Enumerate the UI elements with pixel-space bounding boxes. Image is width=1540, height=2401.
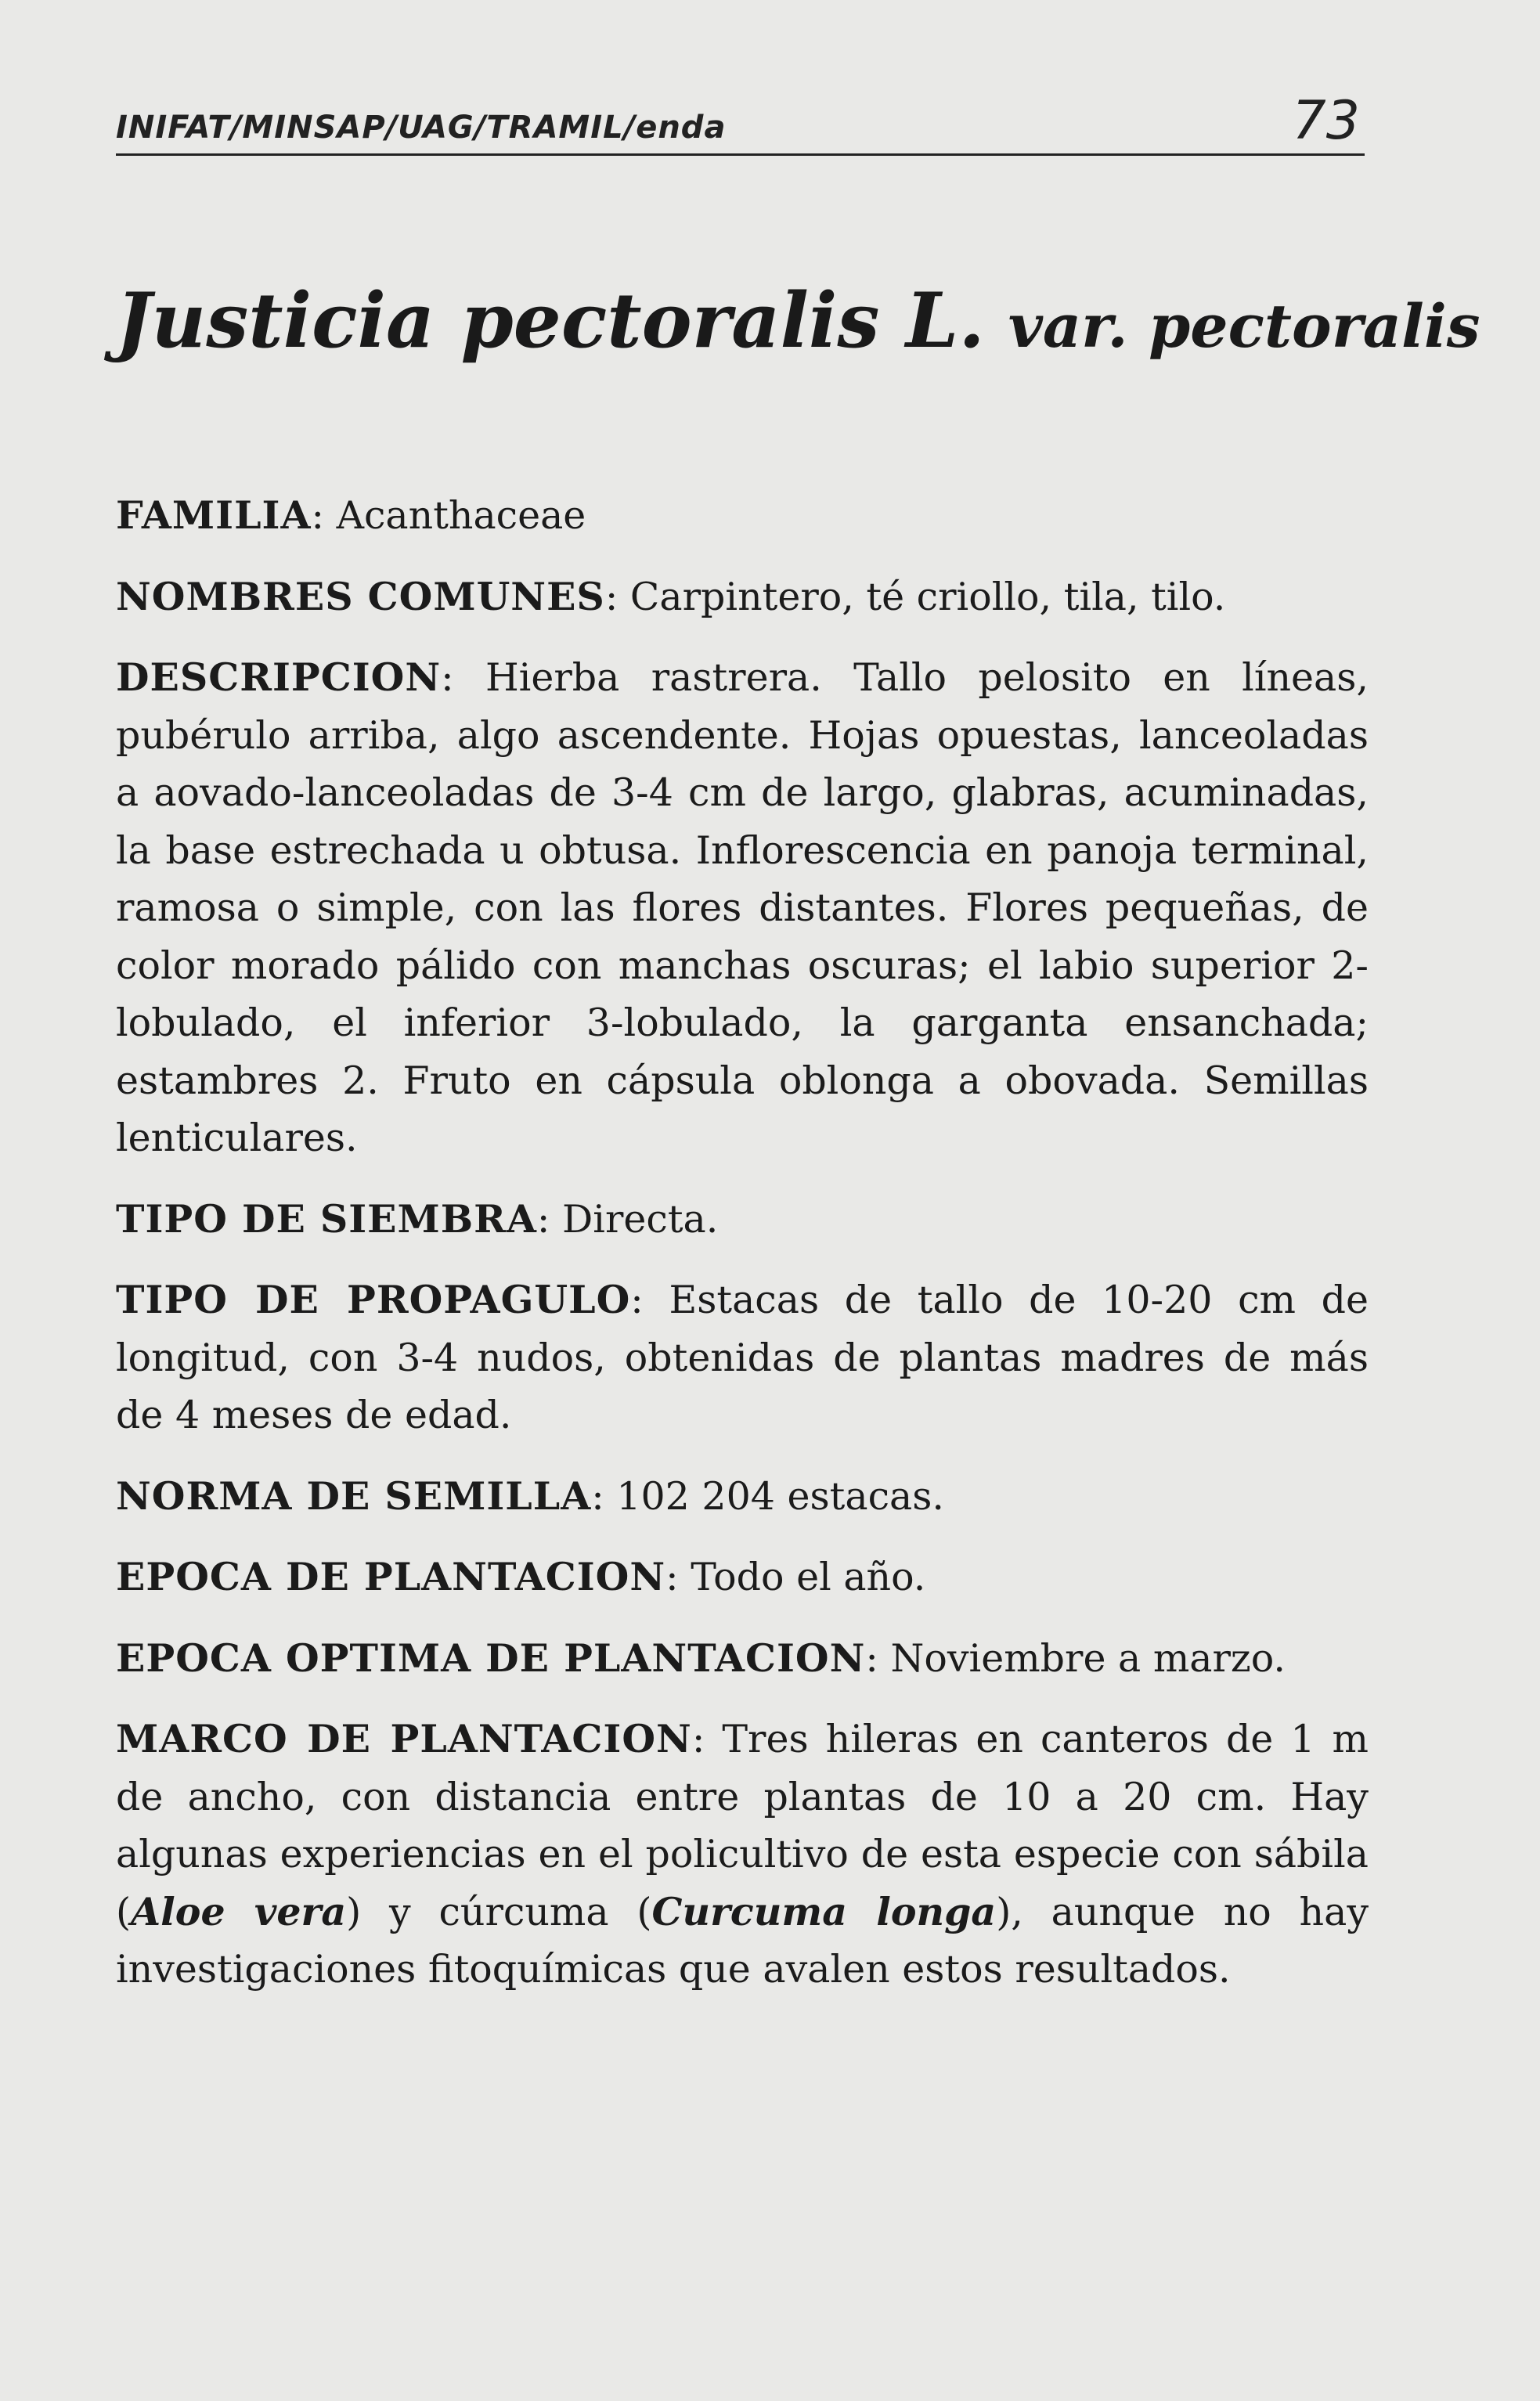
aloe-vera-name: Aloe vera — [131, 1888, 347, 1934]
nombres-paragraph: NOMBRES COMUNES: Carpintero, té criollo, tila, tilo. — [116, 573, 1226, 619]
norma-paragraph: NORMA DE SEMILLA: 102 204 estacas. — [116, 1473, 944, 1519]
propagulo-paragraph: TIPO DE PROPAGULO: Estacas de tallo de 10-20 cm de longitud, con 3-4 nudos, obtenidas de plantas madres de más de 4 meses de edad. — [116, 1277, 1369, 1437]
marco-text-1: Tres hileras en canteros de 1 m de ancho, con distancia entre plantas de 10 a 20 cm. Hay algunas experiencias en el policultivo de esta especie con sábila ( — [116, 1717, 1369, 1934]
descripcion-text: Hierba rastrera. Tallo pelosito en líneas, pubérulo arriba, algo ascendente. Hojas opuestas, lanceoladas a aovado-lanceoladas de 3-4 cm de largo, glabras, acuminadas, la base estrechada u obtusa. Inflorescencia en panoja terminal, ramosa o simple, con las flores distantes. Flores pequeñas, de color morado pálido con manchas oscuras; el labio superior 2-lobulado, el inferior 3-lobulado, la garganta ensanchada; estambres 2. Fruto en cápsula oblonga a obovada. Semillas lenticulares. — [116, 655, 1369, 1160]
marco-text-3: ), aunque no hay investigaciones fitoquímicas que avalen estos resultados. — [116, 1889, 1369, 1992]
descripcion-label: DESCRIPCION — [116, 654, 442, 700]
familia-text: Acanthaceae — [336, 493, 586, 538]
siembra-label: TIPO DE SIEMBRA — [116, 1195, 537, 1242]
epoca-optima-text: Noviembre a marzo. — [890, 1635, 1286, 1681]
page-body — [116, 487, 1369, 2022]
curcuma-longa-name: Curcuma longa — [651, 1888, 997, 1934]
siembra-text: Directa. — [562, 1196, 719, 1242]
familia-label: FAMILIA — [116, 492, 312, 538]
propagulo-text: Estacas de tallo de 10-20 cm de longitud, con 3-4 nudos, obtenidas de plantas madres de más de 4 meses de edad. — [116, 1278, 1369, 1437]
epoca-optima-label: EPOCA OPTIMA DE PLANTACION — [116, 1635, 866, 1681]
page-number: 73 — [1292, 90, 1360, 152]
epoca-paragraph: EPOCA DE PLANTACION: Todo el año. — [116, 1554, 926, 1599]
running-header — [116, 92, 1365, 156]
species-variety: var. pectoralis — [1008, 291, 1480, 361]
species-title — [116, 274, 1480, 373]
familia-paragraph: FAMILIA: Acanthaceae — [116, 492, 586, 538]
propagulo-label: TIPO DE PROPAGULO — [116, 1277, 631, 1322]
nombres-text: Carpintero, té criollo, tila, tilo. — [629, 574, 1226, 619]
descripcion-paragraph: DESCRIPCION: Hierba rastrera. Tallo pelosito en líneas, pubérulo arriba, algo ascendente. Hojas opuestas, lanceoladas a aovado-lanceoladas de 3-4 cm de largo, glabras, acuminadas, la base estrechada u obtusa. Inflorescencia en panoja terminal, ramosa o simple, con las flores distantes. Flores pequeñas, de color morado pálido con manchas oscuras; el labio superior 2-lobulado, el inferior 3-lobulado, la garganta ensanchada; estambres 2. Fruto en cápsula oblonga a obovada. Semillas lenticulares. — [116, 654, 1369, 1160]
marco-text-2: ) y cúrcuma ( — [346, 1889, 652, 1934]
norma-text: 102 204 estacas. — [616, 1473, 944, 1519]
marco-paragraph: MARCO DE PLANTACION: Tres hileras en canteros de 1 m de ancho, con distancia entre plantas de 10 a 20 cm. Hay algunas experiencias en el policultivo de esta especie con sábila (Aloe vera) y cúrcuma (Curcuma longa), aunque no hay investigaciones fitoquímicas que avalen estos resultados. — [116, 1716, 1369, 1992]
species-name: Justicia pectoralis L. — [116, 276, 985, 365]
epoca-label: EPOCA DE PLANTACION — [116, 1554, 666, 1599]
marco-label: MARCO DE PLANTACION — [116, 1716, 692, 1761]
norma-label: NORMA DE SEMILLA — [116, 1473, 592, 1519]
epoca-text: Todo el año. — [691, 1555, 926, 1599]
nombres-label: NOMBRES COMUNES — [116, 573, 605, 619]
running-title: INIFAT/MINSAP/UAG/TRAMIL/enda — [116, 110, 727, 146]
epoca-optima-paragraph: EPOCA OPTIMA DE PLANTACION: Noviembre a marzo. — [116, 1635, 1286, 1681]
siembra-paragraph: TIPO DE SIEMBRA: Directa. — [116, 1195, 719, 1242]
